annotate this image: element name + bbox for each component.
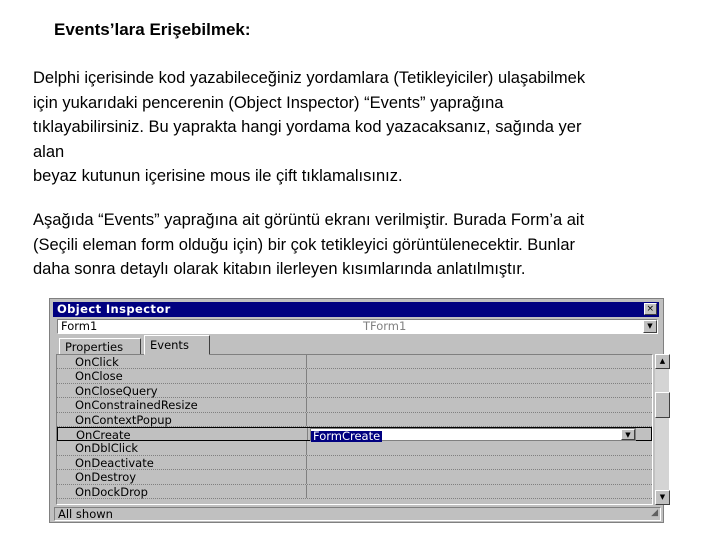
tab-label: Events <box>150 338 189 352</box>
object-inspector-window <box>49 298 664 523</box>
event-handler-input[interactable] <box>310 428 636 441</box>
event-name: OnDblClick <box>75 441 139 456</box>
handler-dropdown-button[interactable] <box>621 429 635 440</box>
chevron-down-icon: ▼ <box>647 322 653 330</box>
event-row[interactable] <box>57 384 652 398</box>
scroll-thumb[interactable] <box>655 392 670 418</box>
event-row[interactable] <box>57 355 652 369</box>
status-bar <box>54 507 661 521</box>
close-button[interactable] <box>644 303 657 315</box>
paragraph-line: Aşağıda “Events” yaprağına ait görüntü ekranı verilmiştir. Burada Form’a ait <box>33 211 585 229</box>
paragraph-1 <box>33 66 683 189</box>
scroll-up-button[interactable] <box>655 354 670 369</box>
paragraph-line: alan <box>33 142 65 161</box>
window-titlebar[interactable] <box>53 302 659 317</box>
event-row[interactable] <box>57 485 652 499</box>
scroll-down-button[interactable] <box>655 490 670 505</box>
event-name: OnConstrainedResize <box>75 398 198 413</box>
status-text: All shown <box>58 507 113 521</box>
event-name: OnDockDrop <box>75 484 148 499</box>
paragraph-line: beyaz kutunun içerisine mous ile çift tıklamalısınız. <box>33 167 403 185</box>
component-dropdown-button[interactable] <box>643 320 657 333</box>
event-name: OnContextPopup <box>75 412 172 427</box>
component-selector[interactable] <box>57 319 658 334</box>
tab-properties[interactable] <box>59 338 141 355</box>
event-value-cell[interactable] <box>307 428 651 443</box>
event-row[interactable] <box>57 413 652 427</box>
paragraph-line: Delphi içerisinde kod yazabileceğiniz yordamlara (Tetikleyiciler) ulaşabilmek <box>33 69 586 87</box>
event-name: OnClick <box>75 355 119 369</box>
event-value-cell[interactable] <box>306 398 652 411</box>
event-row[interactable] <box>57 456 652 470</box>
component-name: Form1 <box>61 319 98 333</box>
paragraph-line: için yukarıdaki pencerenin (Object Inspector) “Events” yaprağına <box>33 93 504 112</box>
resize-grip-icon[interactable]: ◢ <box>651 508 658 518</box>
paragraph-line: (Seçili eleman form olduğu için) bir çok tetikleyici görüntülenecektir. Bunlar <box>33 235 575 254</box>
slide-title: Events’lara Erişebilmek: <box>54 20 251 39</box>
event-handler-value: FormCreate <box>313 428 381 443</box>
event-value-cell[interactable] <box>306 369 652 382</box>
vertical-scrollbar[interactable] <box>654 354 669 505</box>
event-row[interactable] <box>57 470 652 484</box>
tab-label: Properties <box>65 340 124 354</box>
arrow-down-icon: ▼ <box>659 493 666 501</box>
event-name: OnCreate <box>76 427 131 442</box>
event-row-selected[interactable] <box>57 427 652 441</box>
event-name: OnDestroy <box>75 470 137 485</box>
event-value-cell[interactable] <box>306 413 652 426</box>
event-row[interactable] <box>57 441 652 455</box>
paragraph-line: daha sonra detaylı olarak kitabın ilerleyen kısımlarında anlatılmıştır. <box>33 260 526 278</box>
event-value-cell[interactable] <box>306 470 652 483</box>
close-icon: × <box>646 304 655 314</box>
paragraph-2 <box>33 208 683 282</box>
arrow-up-icon: ▲ <box>659 357 666 365</box>
event-value-cell[interactable] <box>306 456 652 469</box>
event-name: OnDeactivate <box>75 455 154 470</box>
event-value-cell[interactable] <box>306 384 652 397</box>
event-value-cell[interactable] <box>306 485 652 498</box>
event-row[interactable] <box>57 398 652 412</box>
chevron-down-icon: ▼ <box>625 430 631 439</box>
event-value-cell[interactable] <box>306 441 652 454</box>
event-name: OnClose <box>75 369 123 384</box>
component-type: TForm1 <box>363 319 407 333</box>
event-value-cell[interactable] <box>306 355 652 368</box>
event-row[interactable] <box>57 369 652 383</box>
events-grid <box>56 354 653 505</box>
paragraph-line: tıklayabilirsiniz. Bu yaprakta hangi yordama kod yazacaksanız, sağında yer <box>33 118 582 136</box>
window-title: Object Inspector <box>57 302 171 316</box>
tab-events[interactable] <box>144 335 210 355</box>
event-name: OnCloseQuery <box>75 383 158 398</box>
